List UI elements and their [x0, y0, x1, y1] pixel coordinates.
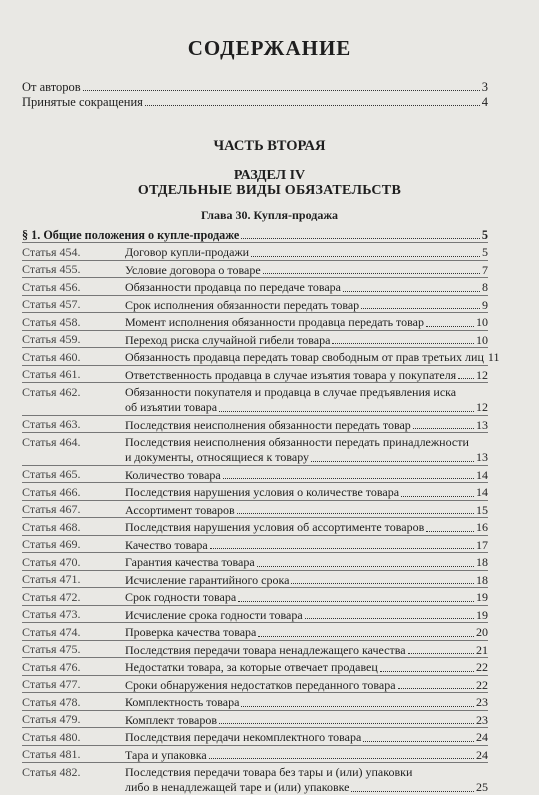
article-page: 19 — [476, 607, 488, 622]
article-title-line — [125, 555, 488, 570]
article-title-line — [125, 712, 488, 727]
article-page: 12 — [476, 367, 488, 382]
article-title: Исчисление срока годности товара — [125, 607, 303, 622]
dot-leader — [332, 343, 474, 344]
article-body — [125, 350, 499, 365]
article-page: 23 — [476, 695, 488, 709]
article-page: 13 — [476, 450, 488, 464]
dot-leader — [401, 496, 474, 497]
article-body — [125, 502, 488, 517]
article-title-line — [125, 572, 488, 587]
article-title-line — [125, 315, 488, 330]
article-title: об изъятии товара — [125, 400, 218, 414]
toc-entry-abbreviations — [22, 95, 488, 109]
article-page: 12 — [476, 400, 488, 414]
article-body — [125, 332, 488, 347]
article-page: 18 — [476, 572, 488, 587]
article-title: Тара и упаковка — [125, 747, 207, 762]
article-row — [22, 330, 488, 348]
article-title-line — [125, 417, 488, 432]
article-row — [22, 465, 488, 483]
dot-leader — [398, 688, 474, 689]
article-row — [22, 552, 488, 570]
article-row — [22, 622, 488, 640]
article-title-line — [125, 332, 488, 347]
article-body — [125, 280, 488, 295]
dot-leader — [311, 461, 474, 462]
article-number: Статья 482. — [22, 764, 81, 779]
dot-leader — [241, 706, 474, 707]
article-title: Качество товара — [125, 537, 208, 552]
dot-leader — [426, 326, 474, 327]
article-body — [125, 485, 488, 500]
article-body — [125, 590, 488, 605]
article-title: Ответственность продавца в случае изъятия товара у покупателя — [125, 367, 457, 382]
article-number: Статья 481. — [22, 747, 81, 761]
article-page: 21 — [476, 642, 488, 657]
article-title-line — [125, 400, 488, 415]
article-body — [125, 572, 488, 587]
dot-leader — [458, 378, 474, 379]
article-row — [22, 260, 488, 278]
dot-leader — [210, 548, 474, 549]
article-title-line — [125, 625, 488, 640]
article-number: Статья 474. — [22, 624, 81, 639]
chapter-heading: Глава 30. Купля-продажа — [200, 208, 339, 222]
article-page: 14 — [476, 485, 488, 499]
article-row — [22, 365, 488, 383]
article-title-line — [125, 297, 488, 312]
article-number: Статья 463. — [22, 417, 81, 431]
toc-entry-authors — [22, 80, 488, 94]
article-row — [22, 242, 488, 260]
article-number: Статья 477. — [22, 677, 81, 691]
article-page: 24 — [476, 730, 488, 744]
article-row — [22, 745, 488, 763]
article-title: Последствия неисполнения обязанности передать товар — [125, 417, 411, 432]
dot-leader — [305, 618, 474, 619]
article-title-line — [125, 435, 488, 450]
article-page: 10 — [476, 315, 488, 329]
article-number: Статья 455. — [22, 262, 81, 276]
article-title-line — [125, 485, 488, 500]
article-page: 18 — [476, 555, 488, 569]
article-title-line — [125, 780, 488, 795]
article-body — [125, 695, 488, 710]
article-body — [125, 245, 488, 260]
article-body — [125, 315, 488, 330]
article-number: Статья 461. — [22, 367, 81, 381]
article-row — [22, 482, 488, 500]
article-number: Статья 469. — [22, 537, 81, 551]
article-title-line — [125, 590, 488, 605]
article-body — [125, 712, 488, 727]
article-number: Статья 458. — [22, 314, 81, 329]
article-title: Сроки обнаружения недостатков переданного товара — [125, 677, 396, 692]
article-body — [125, 730, 488, 745]
article-body — [125, 747, 488, 762]
article-row — [22, 295, 488, 313]
article-row — [22, 517, 488, 535]
article-number: Статья 475. — [22, 642, 81, 656]
article-title: Договор купли-продажи — [125, 245, 250, 259]
article-title-line — [125, 262, 488, 277]
article-row — [22, 347, 500, 365]
section-title: ОТДЕЛЬНЫЕ ВИДЫ ОБЯЗАТЕЛЬСТВ — [137, 183, 402, 198]
article-page: 25 — [476, 780, 488, 794]
article-body — [125, 520, 488, 535]
article-title: Недостатки товара, за которые отвечает продавец — [125, 660, 378, 674]
dot-leader — [361, 308, 480, 309]
article-row — [22, 587, 488, 605]
article-title-line — [125, 765, 488, 780]
article-number: Статья 454. — [22, 244, 81, 259]
article-title: Срок исполнения обязанности передать товар — [125, 297, 360, 312]
dot-leader — [291, 583, 474, 584]
article-title-line — [125, 642, 488, 657]
article-title-line — [125, 607, 488, 622]
article-page: 22 — [476, 677, 488, 692]
article-title: Срок годности товара — [125, 590, 237, 604]
article-number: Статья 478. — [22, 694, 81, 709]
article-title: Обязанность продавца передать товар свободным от прав третьих лиц — [125, 350, 484, 364]
article-body — [125, 367, 488, 382]
article-body — [125, 297, 488, 312]
article-body — [125, 435, 488, 465]
article-number: Статья 456. — [22, 279, 81, 294]
article-page: 16 — [476, 520, 488, 534]
article-number: Статья 467. — [22, 502, 81, 516]
article-number: Статья 479. — [22, 712, 81, 726]
article-title: Последствия нарушения условия об ассортименте товаров — [125, 520, 425, 534]
article-row — [22, 657, 488, 675]
article-title-line — [125, 730, 488, 745]
article-title-line — [125, 467, 488, 482]
article-title-line — [125, 385, 488, 400]
article-number: Статья 468. — [22, 519, 81, 534]
article-body — [125, 417, 488, 432]
dot-leader — [145, 105, 480, 106]
article-number: Статья 480. — [22, 729, 81, 744]
article-title-line — [125, 520, 488, 535]
article-body — [125, 765, 488, 795]
article-page: 11 — [487, 350, 500, 364]
article-row — [22, 675, 488, 693]
article-body — [125, 677, 488, 692]
dot-leader — [209, 758, 474, 759]
article-title-line — [125, 350, 499, 365]
dot-leader — [413, 428, 474, 429]
article-title-line — [125, 367, 488, 382]
toc-entry-label: Принятые сокращения — [22, 95, 143, 109]
article-number: Статья 466. — [22, 484, 81, 499]
article-title: Исчисление гарантийного срока — [125, 572, 290, 587]
article-number: Статья 470. — [22, 554, 81, 569]
subsection-row — [22, 226, 488, 242]
article-body — [125, 607, 488, 622]
article-row — [22, 312, 488, 330]
article-body — [125, 660, 488, 675]
article-title: либо в ненадлежащей таре и (или) упаковке — [125, 780, 350, 794]
article-body — [125, 555, 488, 570]
article-row — [22, 710, 488, 728]
article-title: Обязанности продавца по передаче товара — [125, 280, 342, 294]
article-title-line — [125, 695, 488, 710]
dot-leader — [363, 741, 474, 742]
dot-leader — [251, 256, 480, 257]
article-title: Переход риска случайной гибели товара — [125, 332, 331, 347]
toc-entry-page: 4 — [481, 95, 488, 109]
article-number: Статья 476. — [22, 659, 81, 674]
article-page: 8 — [482, 280, 488, 294]
article-number: Статья 473. — [22, 607, 81, 621]
article-row — [22, 640, 488, 658]
article-number: Статья 460. — [22, 349, 81, 364]
dot-leader — [343, 291, 480, 292]
page-title: СОДЕРЖАНИЕ — [187, 36, 352, 60]
article-body — [125, 625, 488, 640]
article-body — [125, 642, 488, 657]
article-title: Последствия неисполнения обязанности передать принадлежности — [125, 435, 469, 449]
article-number: Статья 464. — [22, 434, 81, 449]
article-row — [22, 277, 488, 295]
dot-leader — [263, 273, 480, 274]
article-title: Гарантия качества товара — [125, 555, 255, 569]
article-page: 19 — [476, 590, 488, 604]
article-row — [22, 692, 488, 710]
dot-leader — [219, 723, 474, 724]
article-title-line — [125, 537, 488, 552]
article-page: 14 — [476, 467, 488, 482]
article-body — [125, 385, 488, 415]
article-title: Момент исполнения обязанности продавца передать товар — [125, 315, 424, 329]
toc-entry-label: От авторов — [22, 80, 81, 94]
article-row — [22, 415, 488, 433]
article-number: Статья 465. — [22, 467, 81, 481]
article-page: 20 — [476, 625, 488, 639]
article-title-line — [125, 747, 488, 762]
dot-leader — [83, 90, 480, 91]
article-page: 7 — [482, 262, 488, 277]
article-body — [125, 262, 488, 277]
article-body — [125, 467, 488, 482]
article-number: Статья 471. — [22, 572, 81, 586]
article-title-line — [125, 502, 488, 517]
article-title: Обязанности покупателя и продавца в случае предъявления иска — [125, 385, 457, 399]
article-number: Статья 472. — [22, 589, 81, 604]
article-title: Последствия передачи некомплектного товара — [125, 730, 362, 744]
article-title: Комплектность товара — [125, 695, 240, 709]
dot-leader — [219, 411, 474, 412]
article-page: 5 — [482, 245, 488, 259]
article-row — [22, 605, 488, 623]
article-page: 9 — [482, 297, 488, 312]
article-page: 15 — [476, 502, 488, 517]
article-title-line — [125, 280, 488, 295]
article-title: Последствия передачи товара без тары и (или) упаковки — [125, 765, 413, 779]
article-row — [22, 727, 488, 745]
article-title: Условие договора о товаре — [125, 262, 261, 277]
article-title-line — [125, 245, 488, 260]
article-title: Количество товара — [125, 467, 221, 482]
article-title-line — [125, 450, 488, 465]
dot-leader — [408, 653, 474, 654]
article-page: 24 — [476, 747, 488, 762]
article-row — [22, 382, 488, 415]
part-heading: ЧАСТЬ ВТОРАЯ — [213, 138, 326, 154]
dot-leader — [223, 478, 474, 479]
dot-leader — [241, 238, 480, 239]
article-page: 10 — [476, 332, 488, 347]
dot-leader — [426, 531, 474, 532]
article-page: 23 — [476, 712, 488, 727]
article-body — [125, 537, 488, 552]
article-page: 22 — [476, 660, 488, 674]
dot-leader — [257, 566, 474, 567]
article-title: и документы, относящиеся к товару — [125, 450, 310, 464]
article-number: Статья 457. — [22, 297, 81, 311]
article-title: Последствия нарушения условия о количестве товара — [125, 485, 400, 499]
dot-leader — [351, 791, 474, 792]
subsection-page: 5 — [481, 228, 488, 242]
section-heading: РАЗДЕЛ IV — [233, 168, 306, 183]
article-row — [22, 535, 488, 553]
dot-leader — [238, 601, 474, 602]
article-page: 17 — [476, 537, 488, 552]
article-title-line — [125, 660, 488, 675]
dot-leader — [380, 671, 474, 672]
dot-leader — [237, 513, 474, 514]
article-number: Статья 459. — [22, 332, 81, 346]
dot-leader — [258, 636, 474, 637]
article-row — [22, 500, 488, 518]
article-row — [22, 762, 488, 795]
subsection-label: § 1. Общие положения о купле-продаже — [22, 228, 240, 242]
article-title: Проверка качества товара — [125, 625, 257, 639]
article-title: Комплект товаров — [125, 712, 218, 727]
article-number: Статья 462. — [22, 384, 81, 399]
article-title: Последствия передачи товара ненадлежащего качества — [125, 642, 406, 657]
toc-entry-page: 3 — [481, 80, 488, 94]
article-row — [22, 432, 488, 465]
article-page: 13 — [476, 417, 488, 432]
article-title-line — [125, 677, 488, 692]
article-title: Ассортимент товаров — [125, 502, 235, 517]
article-list — [22, 226, 500, 795]
article-row — [22, 570, 488, 588]
